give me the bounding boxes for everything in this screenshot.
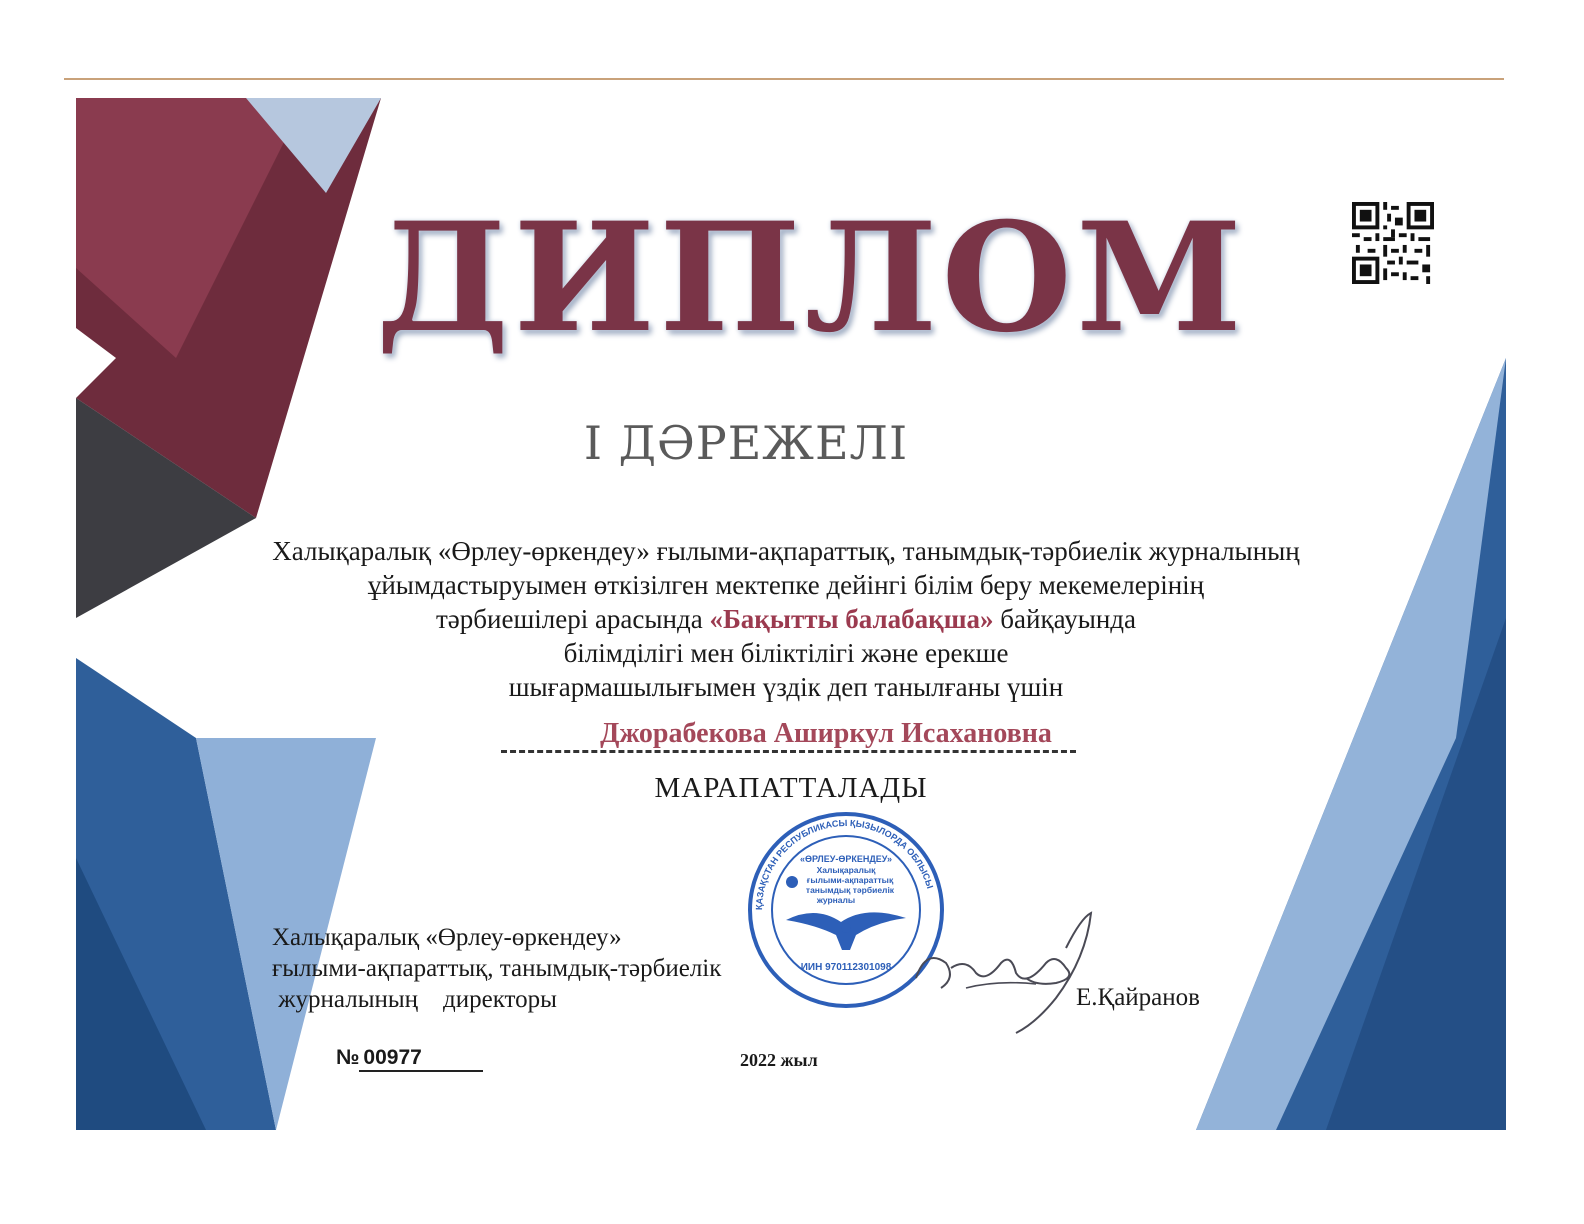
number-value: 00977 [359, 1046, 483, 1072]
qr-code-icon [1352, 202, 1434, 284]
diploma-title: ДИПЛОМ [376, 190, 1247, 366]
description-text: байқауында [1000, 604, 1137, 634]
stamp-line: ғылыми-ақпараттық [806, 875, 894, 885]
director-title-line: Халықаралық «Өрлеу-өркендеу» [272, 924, 622, 951]
description-line: Халықаралық «Өрлеу-өркендеу» ғылыми-ақпараттық, танымдық-тәрбиелік журналының [272, 536, 1300, 566]
recipient-underline [501, 750, 1076, 753]
stamp-ring-text: ҚАЗАҚСТАН РЕСПУБЛИКАСЫ ҚЫЗЫЛОРДА ОБЛЫСЫ [753, 817, 936, 911]
stamp-line: «ӨРЛЕУ-ӨРКЕНДЕУ» [799, 854, 893, 864]
description-line: шығармашылығымен үздік деп танылғаны үшін [508, 672, 1064, 702]
issue-year: 2022 жыл [740, 1050, 818, 1070]
director-title-line: ғылыми-ақпараттық, танымдық-тәрбиелік [272, 955, 722, 982]
director-title-line: журналының директоры [272, 986, 557, 1013]
contest-name: «Бақытты балабақша» [709, 604, 994, 634]
number-prefix: № [336, 1046, 360, 1069]
awarded-label: МАРАПАТТАЛАДЫ [654, 772, 928, 804]
award-description [196, 534, 1376, 704]
stamp-line: журналы [816, 895, 856, 905]
certificate-number [336, 1046, 483, 1072]
diploma-certificate [76, 98, 1506, 1130]
stamp-line: Халықаралық [816, 865, 876, 875]
description-line: білімділігі мен біліктілігі және ерекше [563, 638, 1009, 668]
degree-label: І ДӘРЕЖЕЛІ [583, 416, 909, 470]
eagle-icon [786, 912, 906, 950]
signature-mark [906, 908, 1106, 1038]
stamp-iin: ИИН 970112301098 [800, 962, 892, 973]
description-line: ұйымдастыруымен өткізілген мектепке дейінгі білім беру мекемелерінің [367, 570, 1205, 600]
sun-icon [786, 876, 798, 888]
stamp-line: танымдық тәрбиелік [805, 885, 895, 895]
director-title [272, 922, 792, 1015]
director-name: Е.Қайранов [1076, 984, 1200, 1011]
paper-edge [64, 78, 1504, 80]
description-line [196, 602, 1376, 636]
recipient-name: Джорабекова Аширкул Исахановна [600, 718, 1052, 749]
description-text: тәрбиешілері арасында [435, 604, 703, 634]
